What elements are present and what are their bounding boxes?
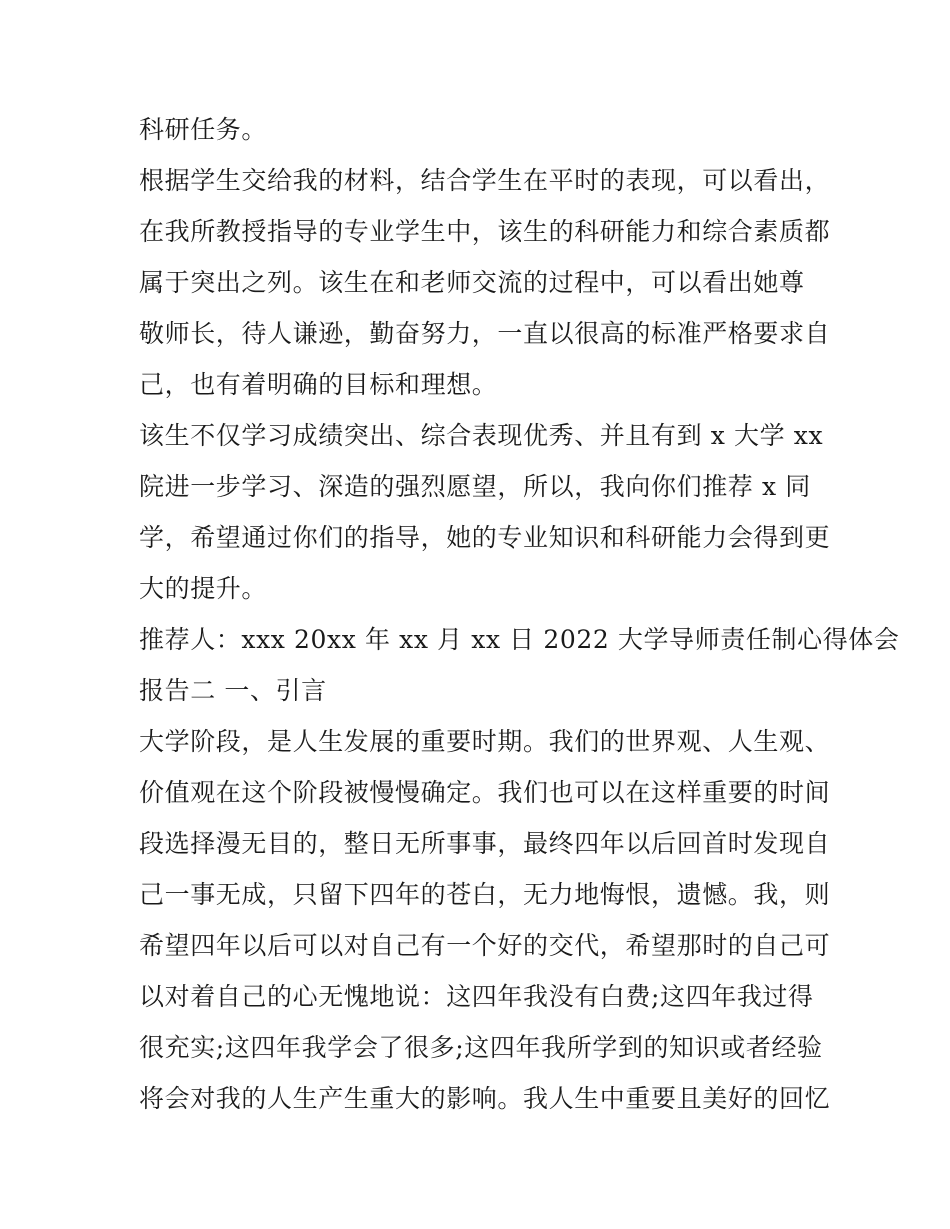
text-line: 己一事无成，只留下四年的苍白，无力地悔恨，遗憾。我，则	[139, 880, 831, 909]
text-line: 段选择漫无目的，整日无所事事，最终四年以后回首时发现自	[139, 829, 831, 858]
text-line: 在我所教授指导的专业学生中，该生的科研能力和综合素质都	[139, 217, 831, 246]
text-line: 以对着自己的心无愧地说：这四年我没有白费;这四年我过得	[139, 982, 814, 1011]
text-line: 科研任务。	[139, 115, 268, 144]
document-body	[139, 104, 900, 1124]
text-line: 推荐人：xxx 20xx 年 xx 月 xx 日 2022 大学导师责任制心得体会	[139, 625, 900, 654]
text-line: 学，希望通过你们的指导，她的专业知识和科研能力会得到更	[139, 523, 831, 552]
text-line: 大学阶段，是人生发展的重要时期。我们的世界观、人生观、	[139, 727, 831, 756]
text-line: 根据学生交给我的材料，结合学生在平时的表现，可以看出，	[139, 166, 831, 195]
text-line: 院进一步学习、深造的强烈愿望，所以，我向你们推荐 x 同	[139, 472, 811, 501]
text-line: 属于突出之列。该生在和老师交流的过程中，可以看出她尊	[139, 268, 805, 297]
text-line: 将会对我的人生产生重大的影响。我人生中重要且美好的回忆	[139, 1084, 831, 1113]
text-line: 该生不仅学习成绩突出、综合表现优秀、并且有到 x 大学 xx	[139, 421, 824, 450]
text-line: 很充实;这四年我学会了很多;这四年我所学到的知识或者经验	[139, 1033, 823, 1062]
text-line: 己，也有着明确的目标和理想。	[139, 370, 498, 399]
text-line: 希望四年以后可以对自己有一个好的交代，希望那时的自己可	[139, 931, 831, 960]
text-line: 价值观在这个阶段被慢慢确定。我们也可以在这样重要的时间	[139, 778, 831, 807]
section-heading-line: 报告二 一、引言	[139, 676, 327, 705]
text-line: 敬师长，待人谦逊，勤奋努力，一直以很高的标准严格要求自	[139, 319, 831, 348]
text-line: 大的提升。	[139, 574, 268, 603]
